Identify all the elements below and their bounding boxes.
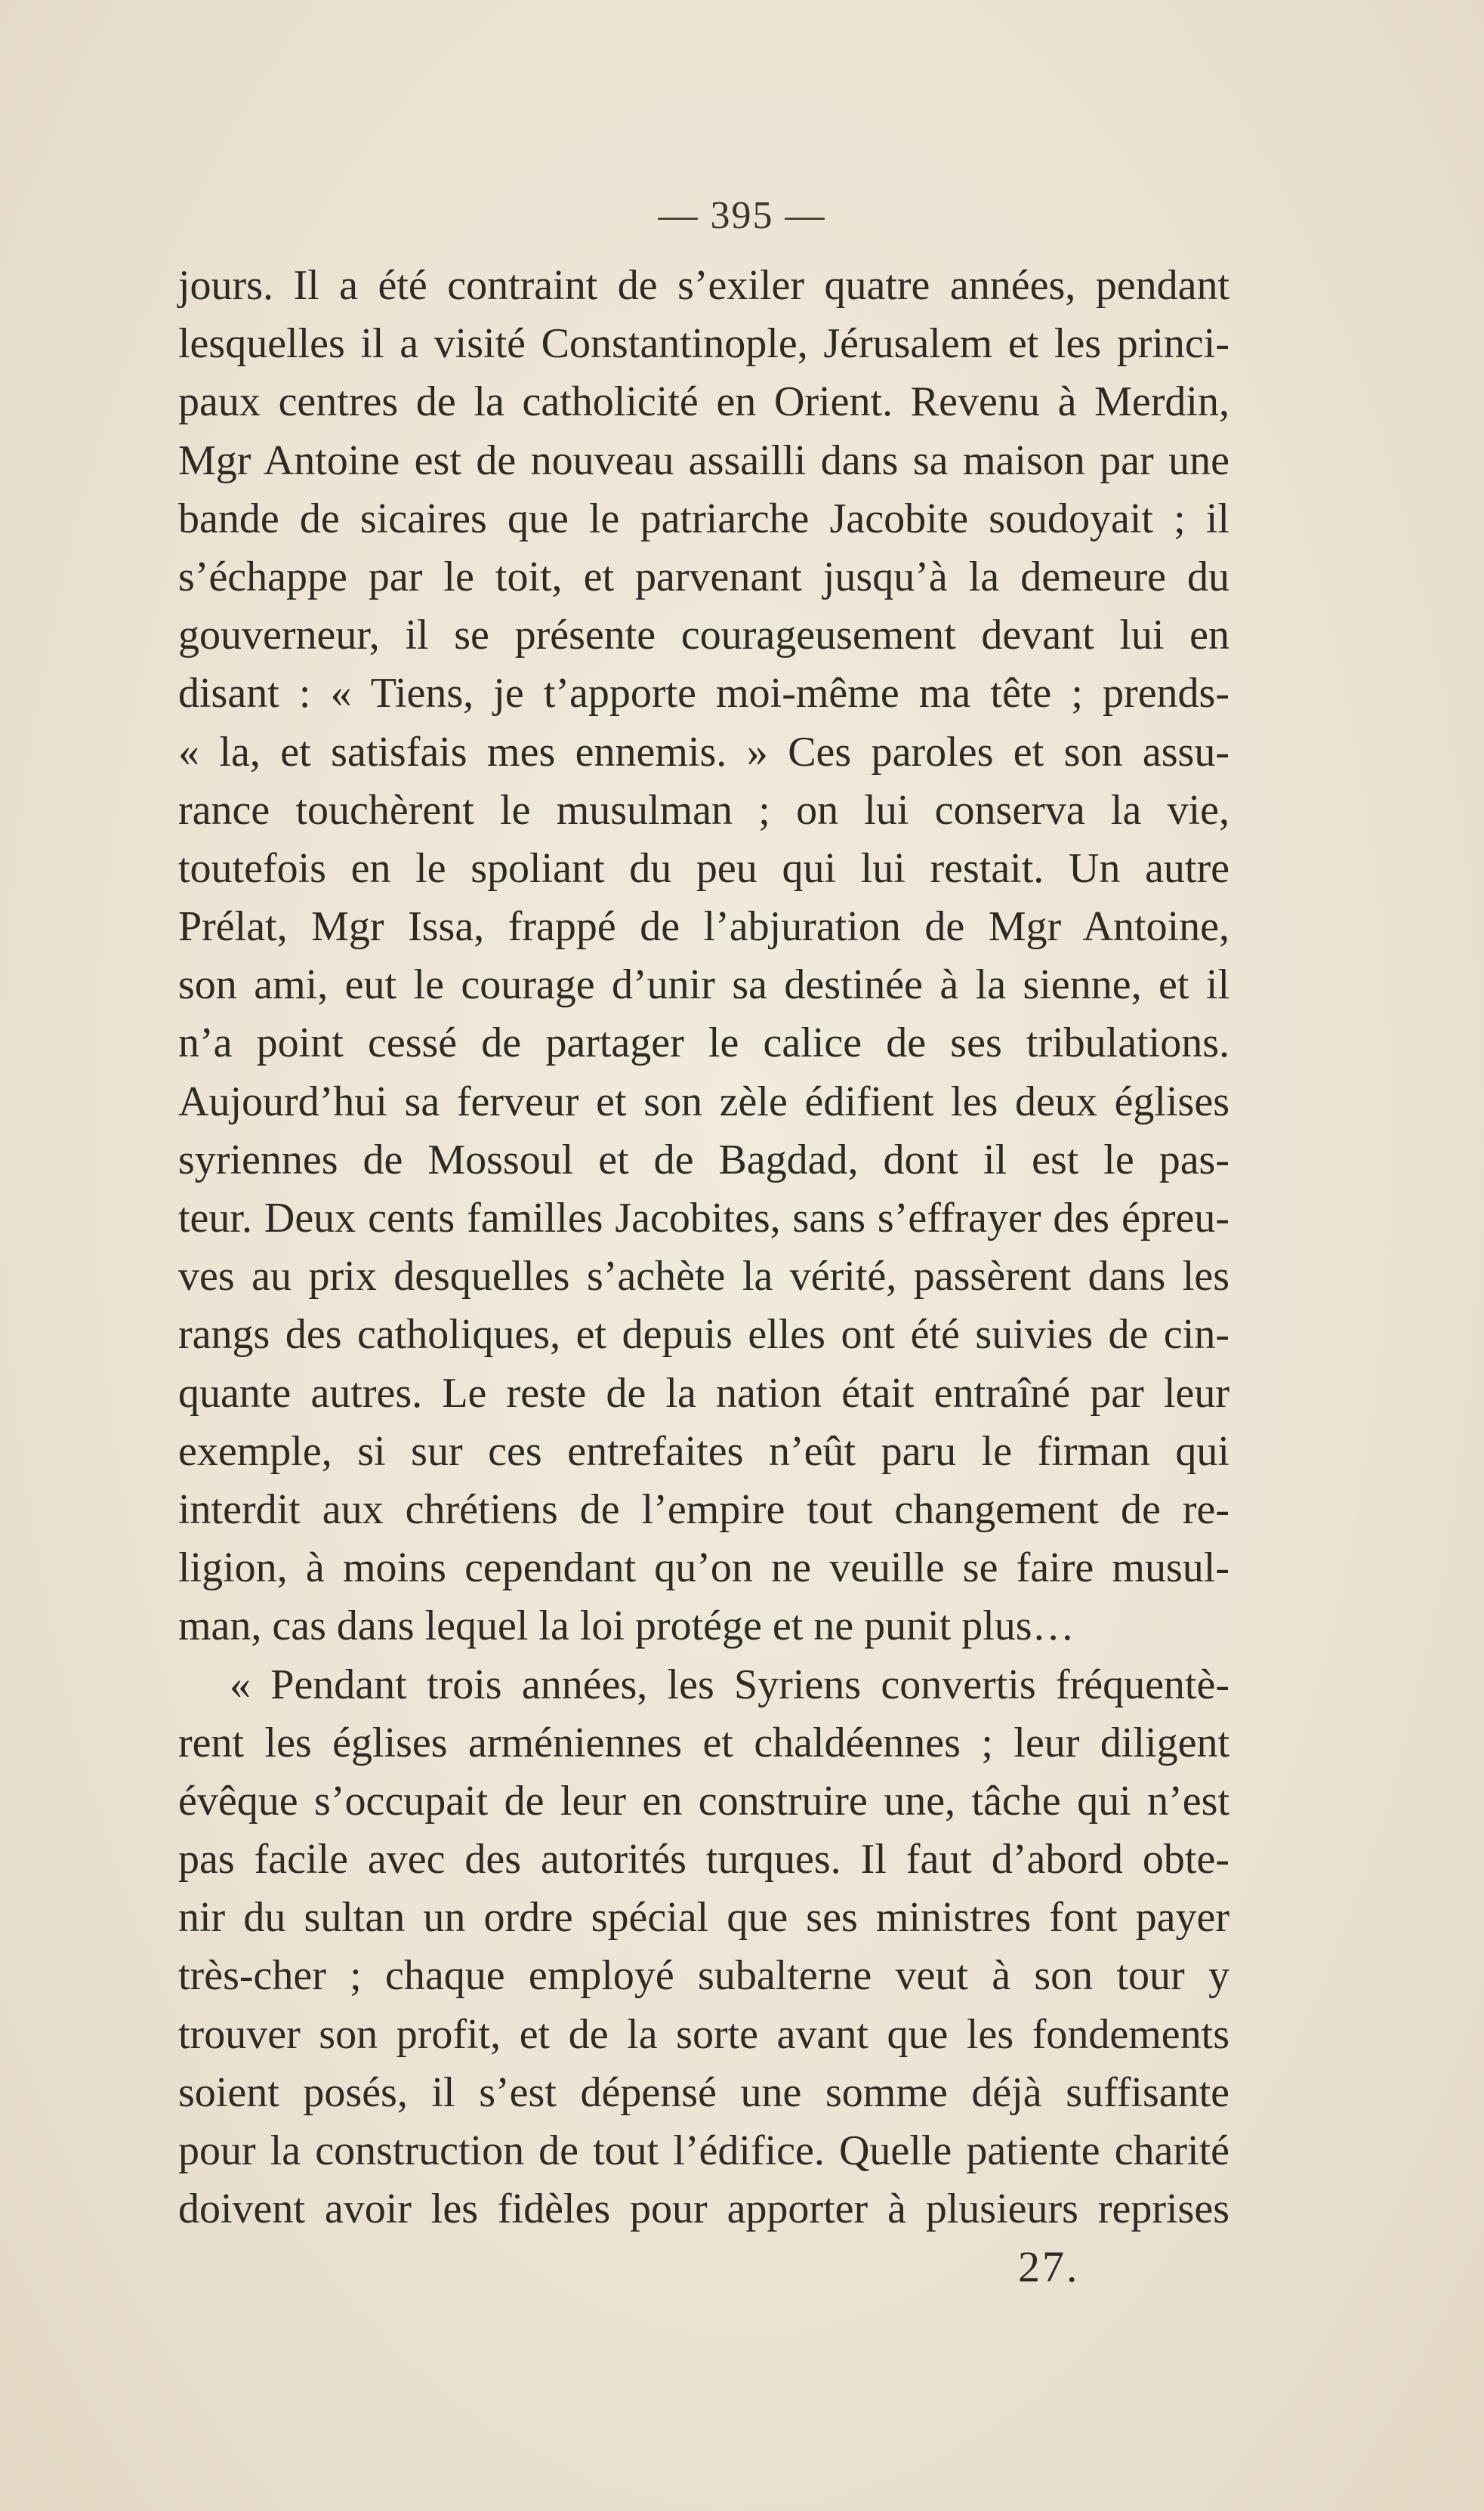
text-line: jours. Il a été contraint de s’exiler quatre années, pendant [178,262,1229,309]
text-line: soient posés, il s’est dépensé une somme déjà suffisante [178,2068,1229,2116]
text-line: très-cher ; chaque employé subalterne veut à son tour y [178,1952,1229,2000]
text-line: man, cas dans lequel la loi protége et ne punit plus… [178,1603,1075,1650]
text-line: nir du sultan un ordre spécial que ses ministres font payer [178,1894,1229,1942]
text-line: pas facile avec des autorités turques. Il faut d’abord obte- [178,1836,1229,1883]
text-line: toutefois en le spoliant du peu qui lui restait. Un autre [178,844,1229,892]
text-line: quante autres. Le reste de la nation était entraîné par leur [178,1369,1229,1417]
text-line: disant : « Tiens, je t’apporte moi-même ma tête ; prends- [178,670,1229,717]
text-line: évêque s’occupait de leur en construire une, tâche qui n’est [178,1777,1229,1825]
text-line: teur. Deux cents familles Jacobites, sans s’effrayer des épreu- [178,1195,1229,1242]
text-line: « Pendant trois années, les Syriens convertis fréquentè- [230,1661,1229,1708]
text-line: rance touchèrent le musulman ; on lui conserva la vie, [178,786,1229,834]
text-line: exemple, si sur ces entrefaites n’eût paru le firman qui [178,1427,1229,1475]
page-number: — 395 — [658,194,826,237]
text-line: lesquelles il a visité Constantinople, Jérusalem et les princi- [178,320,1229,368]
text-line: Aujourd’hui sa ferveur et son zèle édifient les deux églises [178,1078,1229,1125]
text-line: trouver son profit, et de la sorte avant que les fondements [178,2010,1229,2058]
text-line: son ami, eut le courage d’unir sa destinée à la sienne, et il [178,961,1229,1009]
text-line: rent les églises arméniennes et chaldéennes ; leur diligent [178,1719,1229,1766]
text-line: pour la construction de tout l’édifice. Quelle patiente charité [178,2127,1229,2174]
text-line: s’échappe par le toit, et parvenant jusqu’à la demeure du [178,553,1229,600]
text-line: ves au prix desquelles s’achète la vérité, passèrent dans les [178,1253,1229,1300]
text-line: n’a point cessé de partager le calice de ses tribulations. [178,1020,1229,1067]
text-line: Prélat, Mgr Issa, frappé de l’abjuration de Mgr Antoine, [178,903,1229,951]
text-line: rangs des catholiques, et depuis elles ont été suivies de cin- [178,1311,1229,1359]
text-line: paux centres de la catholicité en Orient. Revenu à Merdin, [178,378,1229,426]
signature-mark: 27. [1018,2242,1080,2291]
text-line: syriennes de Mossoul et de Bagdad, dont il est le pas- [178,1136,1229,1183]
body-text [178,257,1229,2238]
text-line: Mgr Antoine est de nouveau assailli dans sa maison par une [178,436,1229,484]
text-line: doivent avoir les fidèles pour apporter à plusieurs reprises [178,2186,1229,2233]
text-line: « la, et satisfais mes ennemis. » Ces paroles et son assu- [178,728,1229,776]
text-line: interdit aux chrétiens de l’empire tout changement de re- [178,1485,1229,1533]
text-line: ligion, à moins cependant qu’on ne veuille se faire musul- [178,1544,1229,1592]
text-line: bande de sicaires que le patriarche Jacobite soudoyait ; il [178,495,1229,542]
text-line: gouverneur, il se présente courageusement devant lui en [178,612,1229,659]
